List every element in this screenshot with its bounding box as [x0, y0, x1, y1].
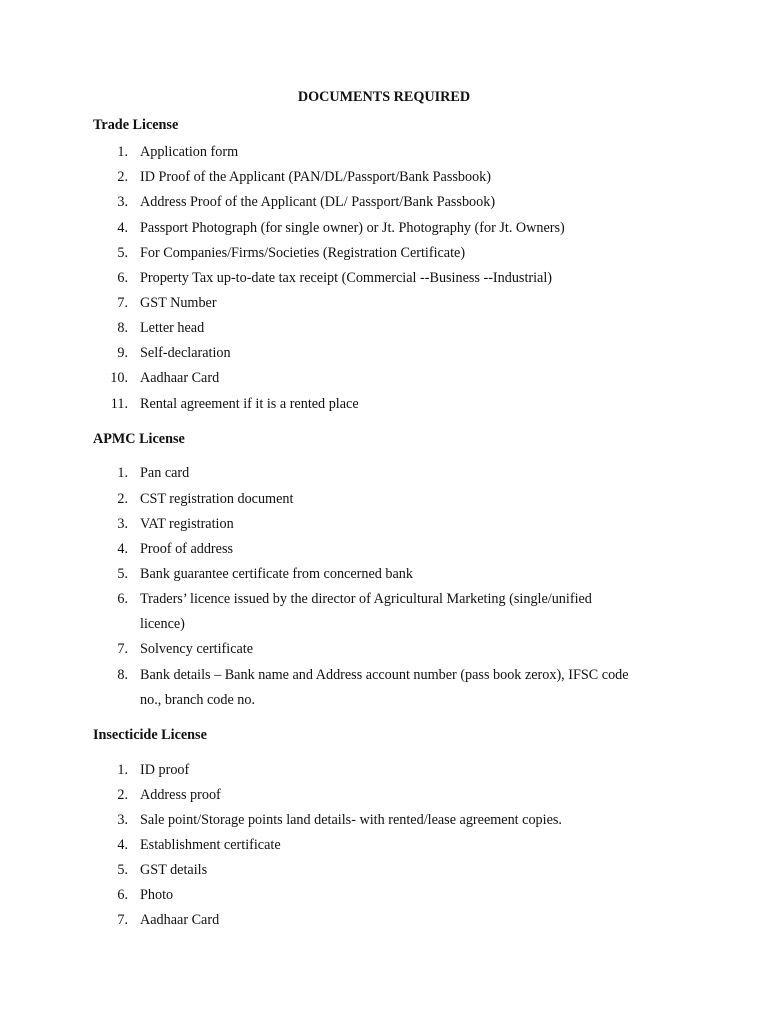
item-text: Self-declaration — [140, 345, 231, 361]
list-item — [0, 343, 768, 368]
list-item — [0, 489, 768, 514]
section-heading-insecticide-license: Insecticide License — [93, 727, 207, 743]
item-number: 8. — [117, 320, 128, 336]
item-text: ID Proof of the Applicant (PAN/DL/Passport/Bank Passbook) — [140, 169, 491, 185]
item-number: 1. — [117, 762, 128, 778]
item-number: 8. — [117, 667, 128, 683]
list-item — [0, 293, 768, 318]
item-text: Aadhaar Card — [140, 370, 220, 386]
item-text-continuation: no., branch code no. — [140, 692, 256, 708]
item-text: GST Number — [140, 295, 217, 311]
item-number: 4. — [117, 541, 128, 557]
item-number: 3. — [117, 812, 128, 828]
list-item — [0, 835, 768, 860]
list-item — [0, 564, 768, 589]
list-item — [0, 142, 768, 167]
item-text: Bank details – Bank name and Address account number (pass book zerox), IFSC code — [140, 667, 629, 683]
item-text: Letter head — [140, 320, 205, 336]
list-item — [0, 885, 768, 910]
item-text: Address proof — [140, 787, 221, 803]
list-item — [0, 665, 768, 690]
list-item — [0, 589, 768, 614]
item-text: Pan card — [140, 465, 190, 481]
item-number: 1. — [117, 144, 128, 160]
item-number: 2. — [117, 169, 128, 185]
item-text: Bank guarantee certificate from concerned bank — [140, 566, 413, 582]
item-text: Address Proof of the Applicant (DL/ Passport/Bank Passbook) — [140, 194, 496, 210]
list-item — [0, 910, 768, 935]
list-item — [0, 785, 768, 810]
item-number: 7. — [117, 641, 128, 657]
list-item — [0, 368, 768, 393]
item-number: 5. — [117, 862, 128, 878]
item-number: 2. — [117, 787, 128, 803]
item-number: 3. — [117, 516, 128, 532]
item-number: 5. — [117, 566, 128, 582]
list-item — [0, 760, 768, 785]
section-heading-trade-license: Trade License — [93, 117, 179, 133]
list-item — [0, 268, 768, 293]
list-item — [0, 639, 768, 664]
list-item — [0, 860, 768, 885]
item-text: Solvency certificate — [140, 641, 254, 657]
item-text: Photo — [140, 887, 174, 903]
item-text: Rental agreement if it is a rented place — [140, 396, 359, 412]
item-number: 10. — [110, 370, 128, 386]
item-number: 7. — [117, 295, 128, 311]
item-number: 5. — [117, 245, 128, 261]
item-text: Passport Photograph (for single owner) or Jt. Photography (for Jt. Owners) — [140, 220, 565, 236]
item-number: 6. — [117, 270, 128, 286]
item-number: 2. — [117, 491, 128, 507]
item-number: 4. — [117, 220, 128, 236]
item-text: ID proof — [140, 762, 190, 778]
item-text-continuation: licence) — [140, 616, 185, 632]
item-text: Traders’ licence issued by the director of Agricultural Marketing (single/unified — [140, 591, 592, 607]
section-heading-apmc-license: APMC License — [93, 431, 185, 447]
item-number: 9. — [117, 345, 128, 361]
list-item — [0, 810, 768, 835]
document-title: DOCUMENTS REQUIRED — [297, 89, 471, 105]
item-text: CST registration document — [140, 491, 294, 507]
item-text: Sale point/Storage points land details- with rented/lease agreement copies. — [140, 812, 562, 828]
item-text: Aadhaar Card — [140, 912, 220, 928]
item-text: Application form — [140, 144, 239, 160]
item-number: 4. — [117, 837, 128, 853]
item-text: Proof of address — [140, 541, 233, 557]
list-item — [0, 394, 768, 419]
item-text: Property Tax up-to-date tax receipt (Commercial --Business --Industrial) — [140, 270, 553, 286]
list-item — [0, 218, 768, 243]
item-text: VAT registration — [140, 516, 234, 532]
list-item — [0, 539, 768, 564]
list-item — [0, 192, 768, 217]
item-number: 1. — [117, 465, 128, 481]
list-item — [0, 167, 768, 192]
item-number: 6. — [117, 887, 128, 903]
list-item — [0, 463, 768, 488]
item-number: 6. — [117, 591, 128, 607]
item-text: For Companies/Firms/Societies (Registration Certificate) — [140, 245, 466, 261]
item-number: 7. — [117, 912, 128, 928]
item-number: 3. — [117, 194, 128, 210]
list-item — [0, 514, 768, 539]
item-text: Establishment certificate — [140, 837, 281, 853]
list-item — [0, 243, 768, 268]
item-number: 11. — [110, 396, 128, 412]
item-text: GST details — [140, 862, 208, 878]
list-item — [0, 318, 768, 343]
